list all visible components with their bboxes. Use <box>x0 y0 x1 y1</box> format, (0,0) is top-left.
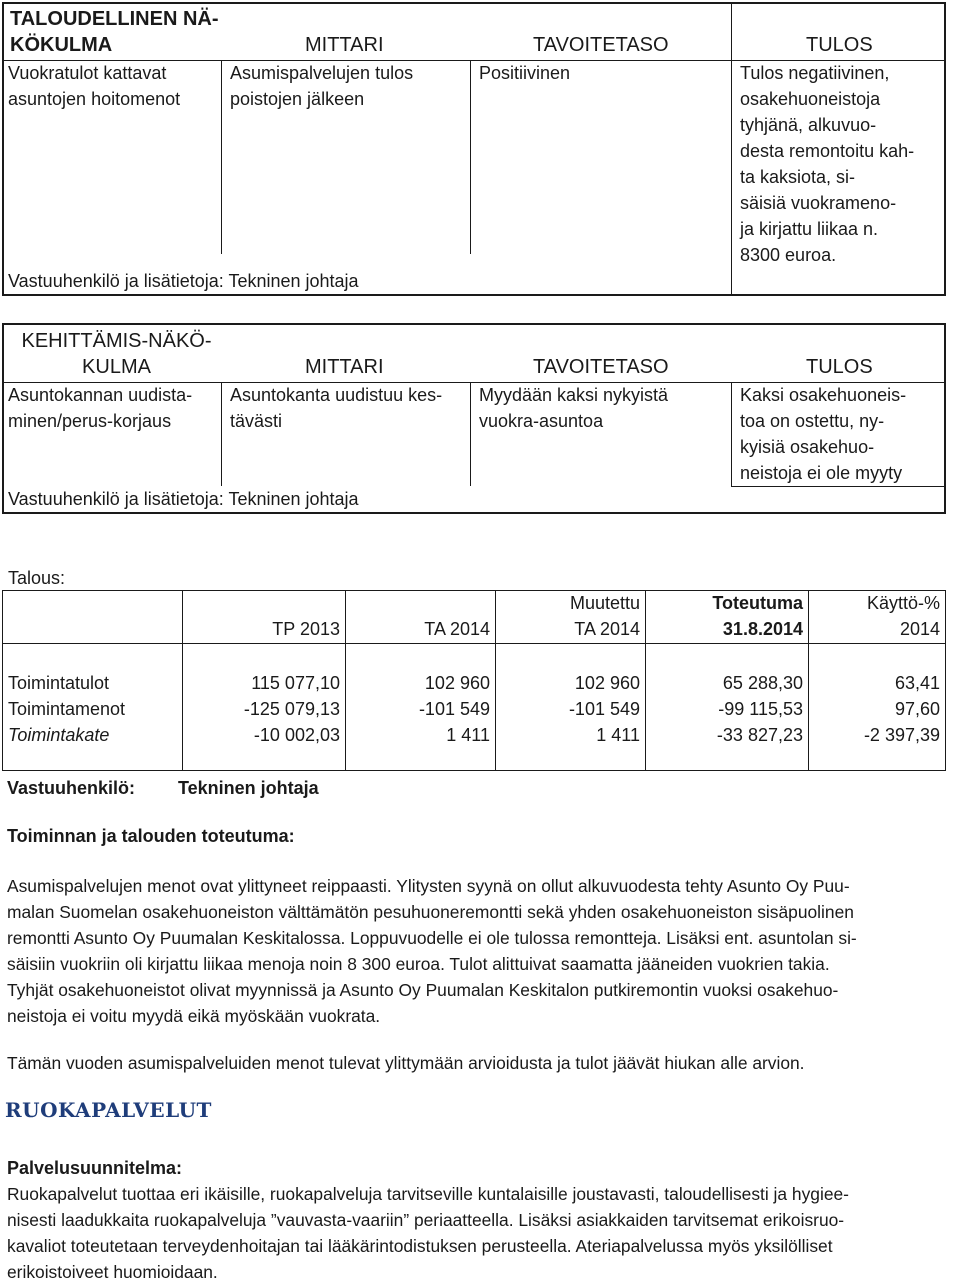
table2-col-divider <box>731 382 732 486</box>
table2-cell-mittari: Asuntokanta uudistuu kes- tävästi <box>230 385 443 431</box>
table1-cell-tulos: Tulos negatiivinen, osakehuoneistoja tyhjänä, alkuvuo- desta remontoitu kah- ta kaksiota, si- säisiä vuokrameno- ja kirjattu liikaa n. 8300 euroa. <box>740 63 915 265</box>
talous-cell: 1 411 <box>446 725 490 745</box>
talous-col-header: TA 2014 <box>424 619 490 639</box>
talous-col-header: Käyttö-% 2014 <box>866 593 940 639</box>
talous-cell: -99 115,53 <box>718 699 803 719</box>
talous-label: Talous: <box>8 568 66 588</box>
toteutuma-paragraph: Asumispalvelujen menot ovat ylittyneet reippaasti. Ylitysten syynä on ollut alkuvuodesta tehty Asunto Oy Puu- malan Suomelan osakehuoneiston välttämätön pesuhuoneremontti sekä yhden osakehuoneiston sisäpuolinen remontti Asunto Oy Puumalan Keskitalossa. Loppuvuodelle ei ole tulossa remontteja. Lisäksi ent. asuntolan si- säisiin vuokriin oli kirjattu liikaa menoja noin 8 300 euroa. Tulot alittuivat saamatta jääneiden vuokrien takia. Tyhjät osakehuoneistot olivat myynnissä ja Asunto Oy Puumalan Keskitalon putkiremontin vuoksi osakehuo- neistoja ei voitu myydä eikä myöskään vuokrata. <box>7 876 857 1026</box>
talous-col-header: Muutettu TA 2014 <box>569 593 640 639</box>
table1-col-divider <box>221 60 222 254</box>
toteutuma-summary: Tämän vuoden asumispalveluiden menot tulevat ylittymään arvioidusta ja tulot jäävät hiukan alle arvion. <box>7 1053 805 1073</box>
table2-cell-tavoitetaso: Myydään kaksi nykyistä vuokra-asuntoa <box>479 385 669 431</box>
table1-header-kulma: TALOUDELLINEN NÄ- KÖKULMA <box>10 8 219 56</box>
talous-cell: -101 549 <box>568 699 640 719</box>
table1-header-tavoitetaso: TAVOITETASO <box>533 34 669 56</box>
ruokapalvelut-paragraph: Ruokapalvelut tuottaa eri ikäisille, ruokapalveluja tarvitseville kuntalaisille joustavasti, taloudellisesti ja hygiee- nisesti laadukkaita ruokapalveluja ”vauvasta-vaariin” periaatteella. Lisäksi asiakkaiden tarvitsemat erikoisruo- kavaliot toteutetaan terveydenhoitajan tai lääkärintodistuksen perusteella. Ateriapalvelussa myös yksilölliset erikoistoiveet huomioidaan. <box>7 1184 849 1282</box>
talous-row-label: Toimintamenot <box>8 699 126 719</box>
talous-row-label: Toimintakate <box>8 725 110 745</box>
talous-cell: 97,60 <box>894 699 940 719</box>
talous-header-divider <box>2 643 946 644</box>
talous-cell: -125 079,13 <box>243 699 340 719</box>
table2-col-divider <box>470 382 471 486</box>
talous-col-divider <box>182 590 183 771</box>
table1-cell-kulma: Vuokratulot kattavat asuntojen hoitomenot <box>8 63 181 109</box>
talous-col-divider <box>645 590 646 771</box>
talous-col-divider <box>495 590 496 771</box>
talous-cell: -101 549 <box>418 699 490 719</box>
talous-cell: 63,41 <box>894 673 940 693</box>
talous-cell: -33 827,23 <box>716 725 803 745</box>
vastuuhenkilo-label: Vastuuhenkilö: <box>7 778 136 798</box>
table2-cell-kulma: Asuntokannan uudista- minen/perus-korjaus <box>8 385 193 431</box>
table2-footer: Vastuuhenkilö ja lisätietoja: Tekninen johtaja <box>8 489 359 509</box>
talous-cell: 102 960 <box>424 673 490 693</box>
table1-cell-tavoitetaso: Positiivinen <box>479 63 571 83</box>
talous-cell: 115 077,10 <box>251 673 340 693</box>
table1-col-divider <box>731 2 732 296</box>
talous-row-label: Toimintatulot <box>8 673 110 693</box>
toteutuma-heading: Toiminnan ja talouden toteutuma: <box>7 826 295 846</box>
talous-col-divider <box>808 590 809 771</box>
table2-header-tavoitetaso: TAVOITETASO <box>533 356 669 378</box>
talous-cell: 65 288,30 <box>722 673 803 693</box>
table2-row-divider <box>731 486 946 487</box>
talous-cell: 102 960 <box>574 673 640 693</box>
table1-col-divider <box>470 60 471 254</box>
table1-header-mittari: MITTARI <box>305 34 384 56</box>
talous-cell: -10 002,03 <box>253 725 340 745</box>
talous-col-divider <box>345 590 346 771</box>
table2-header-kulma: KEHITTÄMIS-NÄKÖ- KULMA <box>21 330 212 378</box>
talous-col-header: TP 2013 <box>272 619 340 639</box>
table2-cell-tulos: Kaksi osakehuoneis- toa on ostettu, ny- kyisiä osakehuo- neistoja ei ole myyty <box>740 385 907 483</box>
talous-cell: 1 411 <box>596 725 640 745</box>
table2-header-mittari: MITTARI <box>305 356 384 378</box>
table2-col-divider <box>221 382 222 486</box>
talous-cell: -2 397,39 <box>863 725 940 745</box>
table1-cell-mittari: Asumispalvelujen tulos poistojen jälkeen <box>230 63 414 109</box>
table1-footer: Vastuuhenkilö ja lisätietoja: Tekninen johtaja <box>8 271 359 291</box>
table1-header-tulos: TULOS <box>806 34 873 56</box>
ruokapalvelut-heading: RUOKAPALVELUT <box>5 1098 212 1122</box>
table2-header-tulos: TULOS <box>806 356 873 378</box>
vastuuhenkilo-value: Tekninen johtaja <box>178 778 319 798</box>
talous-col-header: Toteutuma 31.8.2014 <box>712 593 803 639</box>
palvelusuunnitelma-heading: Palvelusuunnitelma: <box>7 1158 183 1178</box>
